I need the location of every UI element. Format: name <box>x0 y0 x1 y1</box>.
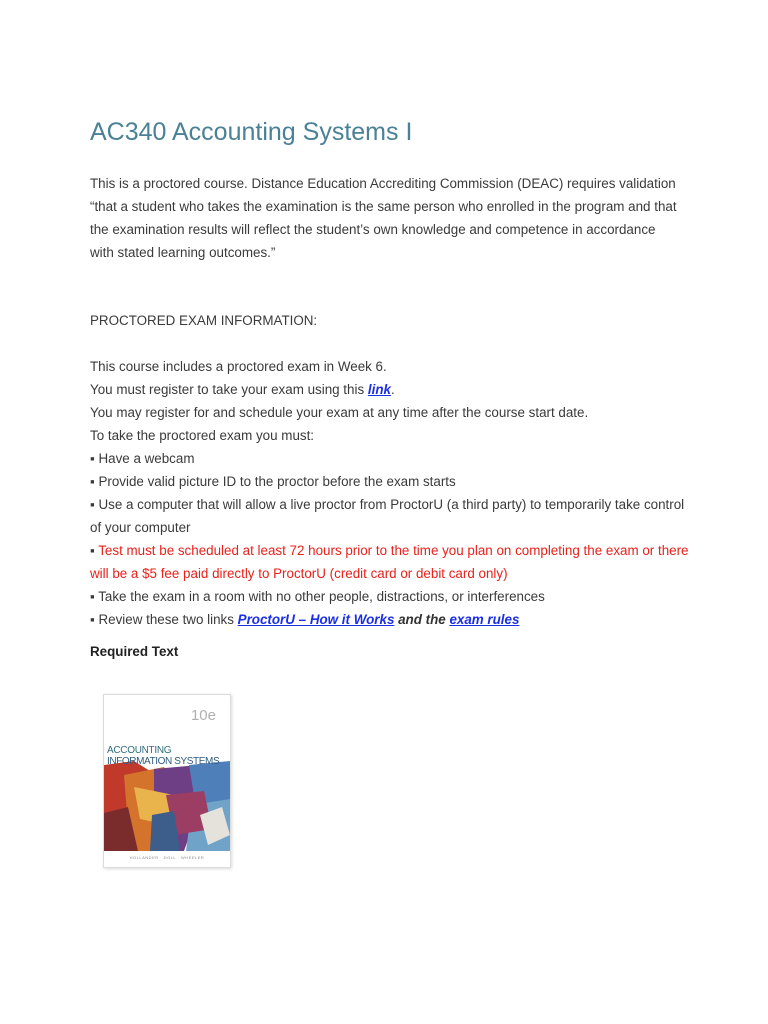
course-title: AC340 Accounting Systems I <box>90 118 413 146</box>
proctoru-how-it-works-link[interactable]: ProctorU – How it Works <box>237 612 395 627</box>
bullet-picture-id: ▪ Provide valid picture ID to the proctor before the exam starts <box>90 474 456 489</box>
register-line <box>90 378 690 401</box>
cover-title-line1: ACCOUNTING <box>107 745 172 756</box>
intro-paragraph: This is a proctored course. Distance Education Accrediting Commission (DEAC) requires validation “that a student who takes the examination is the same person who enrolled in the program and that the examination results will reflect the student’s own knowledge and competence in accordance with stated learning outcomes.” <box>90 176 677 260</box>
week-line: This course includes a proctored exam in Week 6. <box>90 359 387 374</box>
register-link[interactable]: link <box>367 382 391 397</box>
cover-title-line2: INFORMATION SYSTEMS <box>107 756 220 767</box>
bullet-schedule-warning <box>90 539 690 585</box>
review-text: ▪ Review these two links <box>90 612 238 627</box>
requirements-line: To take the proctored exam you must: <box>90 428 315 443</box>
schedule-line: You may register for and schedule your exam at any time after the course start date. <box>90 405 589 420</box>
bullet-review-links <box>90 608 690 631</box>
required-text-heading: Required Text <box>90 644 179 659</box>
cover-authors: HOLLANDER · DOLL · WHEELER <box>129 855 205 860</box>
bullet-webcam: ▪ Have a webcam <box>90 451 195 466</box>
review-and-text: and the <box>394 612 450 627</box>
bullet-room: ▪ Take the exam in a room with no other people, distractions, or interferences <box>90 589 545 604</box>
register-period: . <box>390 382 395 397</box>
bullet-marker: ▪ <box>90 543 99 558</box>
register-text: You must register to take your exam using this <box>90 382 368 397</box>
cover-edition: 10e <box>190 707 216 724</box>
exam-info <box>90 355 690 631</box>
proctored-exam-heading: PROCTORED EXAM INFORMATION: <box>90 313 318 328</box>
exam-rules-link[interactable]: exam rules <box>449 612 520 627</box>
bullet-computer: ▪ Use a computer that will allow a live proctor from ProctorU (a third party) to temporarily take control of your computer <box>90 497 685 535</box>
textbook-cover-image <box>103 694 231 868</box>
schedule-warning-text: Test must be scheduled at least 72 hours prior to the time you plan on completing the exam or there will be a $5 fee paid directly to ProctorU (credit card or debit card only) <box>90 543 689 581</box>
